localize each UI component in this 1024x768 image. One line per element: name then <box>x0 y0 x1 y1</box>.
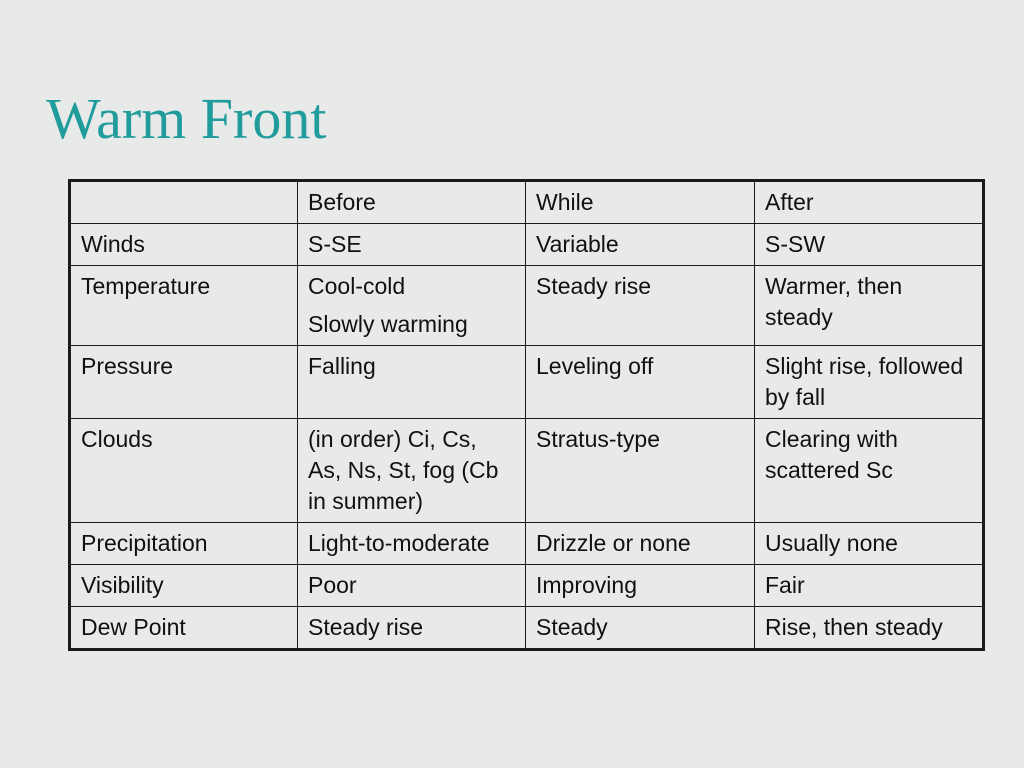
cell-while: Leveling off <box>526 346 755 419</box>
table-row-clouds <box>70 419 984 523</box>
cell-after: Rise, then steady <box>755 607 984 650</box>
cell-while: Variable <box>526 224 755 266</box>
cell-before: S-SE <box>298 224 526 266</box>
cell-while: Steady <box>526 607 755 650</box>
cell-after: Clearing with scattered Sc <box>755 419 984 523</box>
header-corner-cell <box>70 181 298 224</box>
row-label: Clouds <box>70 419 298 523</box>
row-label: Precipitation <box>70 523 298 565</box>
row-label: Visibility <box>70 565 298 607</box>
cell-before: Light-to-moderate <box>298 523 526 565</box>
cell-before: Steady rise <box>298 607 526 650</box>
warm-front-table-container <box>68 179 985 651</box>
table-row-dew-point <box>70 607 984 650</box>
cell-after: Warmer, then steady <box>755 266 984 346</box>
cell-before: Poor <box>298 565 526 607</box>
cell-after: Slight rise, followed by fall <box>755 346 984 419</box>
row-label: Pressure <box>70 346 298 419</box>
cell-before: (in order) Ci, Cs, As, Ns, St, fog (Cb in summer) <box>298 419 526 523</box>
cell-while: Steady rise <box>526 266 755 346</box>
cell-before-line2: Slowly warming <box>308 311 468 337</box>
cell-while: Stratus-type <box>526 419 755 523</box>
table-row-winds <box>70 224 984 266</box>
cell-after: Usually none <box>755 523 984 565</box>
row-label: Temperature <box>70 266 298 346</box>
row-label: Dew Point <box>70 607 298 650</box>
cell-before: Falling <box>298 346 526 419</box>
slide-title: Warm Front <box>46 86 327 151</box>
cell-while: Drizzle or none <box>526 523 755 565</box>
cell-after: S-SW <box>755 224 984 266</box>
header-after: After <box>755 181 984 224</box>
header-before: Before <box>298 181 526 224</box>
cell-before-line1: Cool-cold <box>308 273 406 299</box>
table-row-pressure <box>70 346 984 419</box>
row-label: Winds <box>70 224 298 266</box>
cell-paragraph-gap <box>308 302 515 309</box>
header-while: While <box>526 181 755 224</box>
table-row-temperature <box>70 266 984 346</box>
cell-before <box>298 266 526 346</box>
warm-front-table <box>68 179 985 651</box>
cell-after: Fair <box>755 565 984 607</box>
table-header-row <box>70 181 984 224</box>
table-row-visibility <box>70 565 984 607</box>
cell-while: Improving <box>526 565 755 607</box>
table-row-precipitation <box>70 523 984 565</box>
